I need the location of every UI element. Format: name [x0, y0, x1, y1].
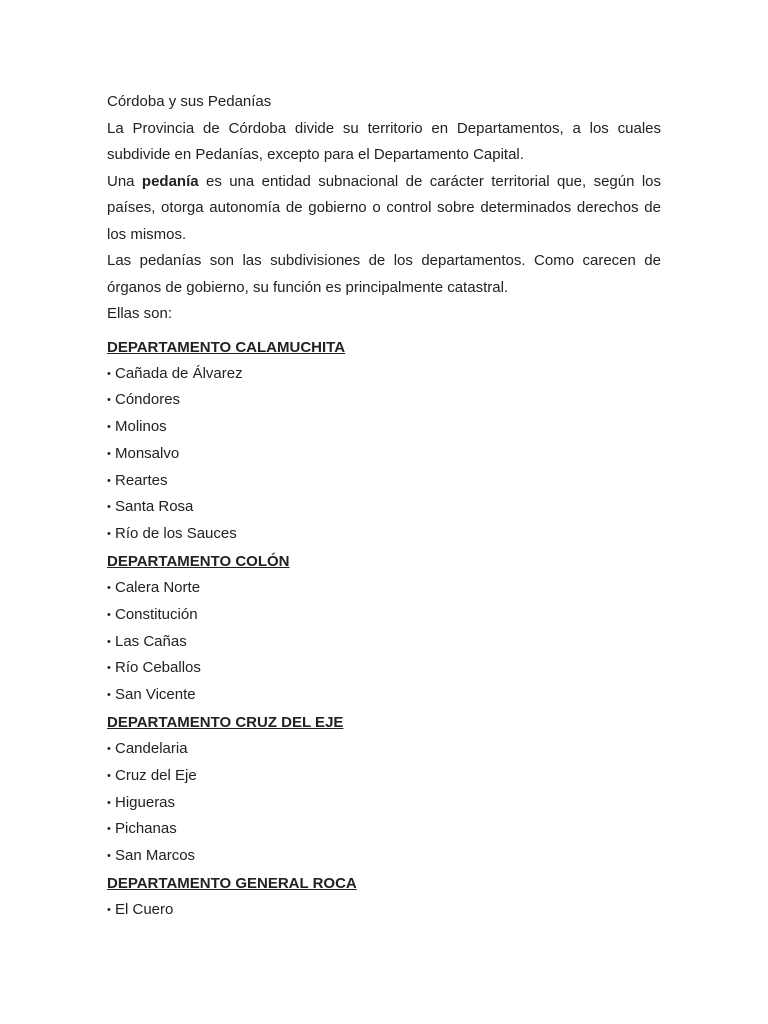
pedania-name: Pichanas — [115, 820, 177, 838]
paragraph-rest-text: es una entidad subnacional de carácter territorial que, según los países, otorga autonomía de gobierno o control sobre determinados derechos de los mismos. — [107, 172, 661, 243]
paragraph-provincia: La Provincia de Córdoba divide su territorio en Departamentos, a los cuales subdivide en Pedanías, excepto para el Departamento Capital. — [107, 119, 661, 163]
pedania-name: Candelaria — [115, 740, 188, 758]
pedania-name: Molinos — [115, 418, 167, 436]
pedania-name: Cañada de Álvarez — [115, 364, 243, 382]
pedania-name: Santa Rosa — [115, 498, 194, 516]
bullet-icon: • — [107, 796, 111, 809]
bullet-icon: • — [107, 850, 111, 863]
bullet-icon: • — [107, 904, 111, 917]
list-item — [107, 602, 661, 629]
bullet-icon: • — [107, 367, 111, 380]
paragraph-pedania-definition — [107, 169, 661, 249]
list-item — [107, 494, 661, 521]
pedania-name: Cruz del Eje — [115, 766, 197, 784]
list-item — [107, 468, 661, 495]
list-item — [107, 655, 661, 682]
department-heading: DEPARTAMENTO COLÓN — [107, 553, 290, 571]
bullet-icon: • — [107, 635, 111, 648]
pedania-name: Cóndores — [115, 391, 181, 409]
department-list — [107, 334, 661, 924]
pedania-name: Monsalvo — [115, 444, 180, 462]
list-item — [107, 575, 661, 602]
department-heading: DEPARTAMENTO GENERAL ROCA — [107, 875, 357, 893]
department-heading: DEPARTAMENTO CALAMUCHITA — [107, 338, 346, 356]
list-item — [107, 843, 661, 870]
pedania-name: El Cuero — [115, 901, 174, 919]
pedania-bold-term: pedanía — [141, 172, 199, 190]
pedania-name: Calera Norte — [115, 579, 201, 597]
bullet-icon: • — [107, 689, 111, 702]
list-item — [107, 387, 661, 414]
list-item — [107, 629, 661, 656]
list-item — [107, 441, 661, 468]
pedania-name: Río Ceballos — [115, 659, 201, 677]
bullet-icon: • — [107, 528, 111, 541]
bullet-icon: • — [107, 608, 111, 621]
pedania-name: San Marcos — [115, 847, 196, 865]
pedania-name: Reartes — [115, 471, 168, 489]
pedania-name: Constitución — [115, 605, 198, 623]
pedania-name: Las Cañas — [115, 632, 187, 650]
list-item — [107, 414, 661, 441]
bullet-icon: • — [107, 501, 111, 514]
bullet-icon: • — [107, 421, 111, 434]
bullet-icon: • — [107, 823, 111, 836]
bullet-icon: • — [107, 582, 111, 595]
list-item — [107, 736, 661, 763]
paragraph-lead-text: Una — [107, 172, 142, 190]
list-intro: Ellas son: — [107, 305, 173, 322]
department-heading: DEPARTAMENTO CRUZ DEL EJE — [107, 714, 344, 732]
paragraph-subdivisiones: Las pedanías son las subdivisiones de los departamentos. Como carecen de órganos de gobierno, su función es principalmente catastral. — [107, 252, 661, 296]
pedania-name: San Vicente — [115, 686, 196, 704]
bullet-icon: • — [107, 662, 111, 675]
bullet-icon: • — [107, 474, 111, 487]
list-item — [107, 521, 661, 548]
pedania-name: Higueras — [115, 793, 176, 811]
list-item — [107, 682, 661, 709]
list-item — [107, 897, 661, 924]
pedania-name: Río de los Sauces — [115, 525, 237, 543]
list-item — [107, 816, 661, 843]
bullet-icon: • — [107, 769, 111, 782]
bullet-icon: • — [107, 743, 111, 756]
list-item — [107, 361, 661, 388]
bullet-icon: • — [107, 447, 111, 460]
list-item — [107, 763, 661, 790]
document-title: Córdoba y sus Pedanías — [107, 93, 272, 110]
list-item — [107, 790, 661, 817]
bullet-icon: • — [107, 394, 111, 407]
